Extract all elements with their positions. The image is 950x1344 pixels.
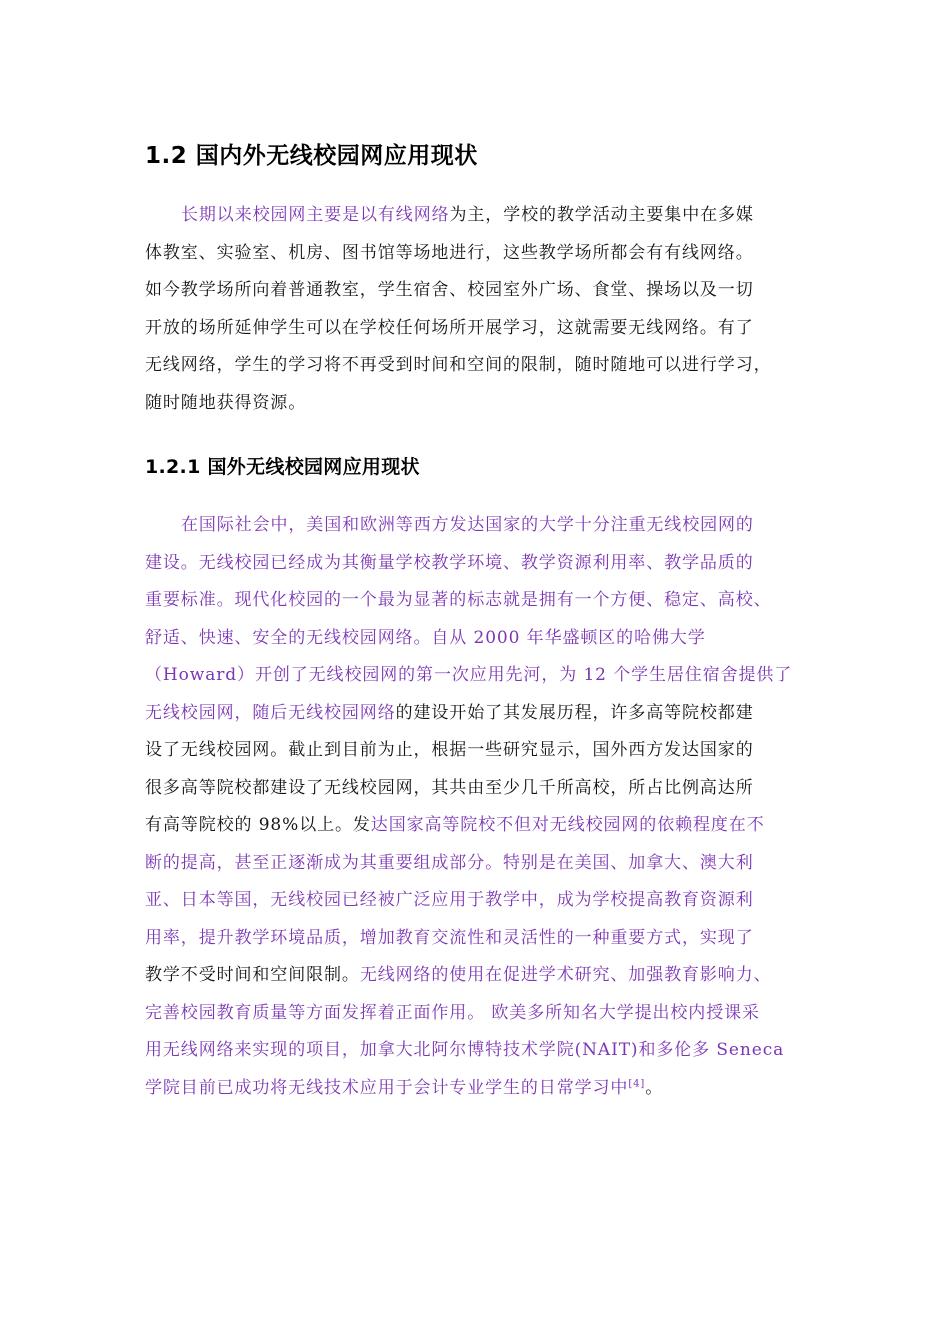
text-line [145,620,825,658]
text-segment: 的建设开始了其发展历程，许多高等院校都建 [395,702,754,723]
text-line [145,995,825,1033]
text-line [145,197,825,235]
text-segment: 开放的场所延伸学生可以在学校任何场所开展学习，这就需要无线网络。有了 [145,317,754,338]
text-segment: 体教室、实验室、机房、图书馆等场地进行，这些教学场所都会有有线网络。 [145,242,754,263]
text-segment: 教学不受时间和空间限制。 [145,965,360,985]
citation-ref: [4] [628,1077,646,1089]
text-line [145,507,825,545]
text-line [145,582,825,620]
text-line [145,272,825,310]
text-segment: 完善校园教育质量等方面发挥着正面作用。 欧美多所知名大学提出校内授课采 [145,1002,760,1023]
text-line [145,1032,825,1070]
text-line [145,957,825,995]
text-segment: 如今教学场所向着普通教室，学生宿舍、校园室外广场、食堂、操场以及一切 [145,280,754,300]
text-line [145,235,825,273]
text-segment: 在国际社会中，美国和欧洲等西方发达国家的大学十分注重无线校园网的 [181,515,754,535]
text-line [145,845,825,883]
text-segment: 无线网络，学生的学习将不再受到时间和空间的限制，随时随地可以进行学习， [145,355,772,375]
text-line [145,732,825,770]
text-segment: （Howard）开创了无线校园网的第一次应用先河，为 12 个学生居住宿舍提供了 [145,665,793,685]
text-line [145,770,825,808]
subsection-heading: 1.2.1 国外无线校园网应用现状 [145,456,420,478]
text-segment: 无线网络的使用在促进学术研究、加强教育影响力、 [359,965,772,985]
text-line [145,385,825,423]
text-segment: 学院目前已成功将无线技术应用于会计专业学生的日常学习中 [145,1077,629,1098]
text-segment: 有高等院校的 98%以上。发 [145,815,371,835]
text-segment: 随时随地获得资源。 [145,392,307,413]
text-segment: 断的提高，甚至正逐渐成为其重要组成部分。特别是在美国、加拿大、澳大利 [145,852,754,873]
text-segment: 无线校园网，随后无线校园网络 [145,702,396,723]
text-line [145,807,825,845]
text-segment: 舒适、快速、安全的无线校园网络。自从 2000 年华盛顿区的哈佛大学 [145,627,706,648]
text-segment: 长期以来校园网主要是以有线网络 [181,205,450,225]
text-line [145,545,825,583]
text-line [145,695,825,733]
text-line [145,1070,825,1108]
text-segment: 设了无线校园网。截止到目前为止，根据一些研究显示，国外西方发达国家的 [145,740,754,760]
text-line [145,920,825,958]
text-segment: 很多高等院校都建设了无线校园网，其共由至少几千所高校，所占比例高达所 [145,777,754,798]
text-segment: 亚、日本等国，无线校园已经被广泛应用于教学中，成为学校提高教育资源利 [145,890,754,910]
text-segment: 用无线网络来实现的项目，加拿大北阿尔博特技术学院(NAIT)和多伦多 Seneca [145,1040,785,1060]
text-segment: 为主，学校的教学活动主要集中在多媒 [449,205,754,225]
text-line [145,310,825,348]
section-heading: 1.2 国内外无线校园网应用现状 [145,143,478,169]
text-line [145,657,825,695]
text-segment: 。 [645,1077,664,1098]
text-line [145,347,825,385]
text-segment: 达国家高等院校不但对无线校园网的依赖程度在不 [370,815,765,835]
text-segment: 用率，提升教学环境品质，增加教育交流性和灵活性的一种重要方式，实现了 [145,927,754,948]
text-segment: 建设。无线校园已经成为其衡量学校教学环境、教学资源利用率、教学品质的 [145,552,754,573]
text-line [145,882,825,920]
subsection-paragraph [145,507,825,1107]
intro-paragraph [145,197,825,422]
text-segment: 重要标准。现代化校园的一个最为显著的标志就是拥有一个方便、稳定、高校、 [145,590,772,610]
